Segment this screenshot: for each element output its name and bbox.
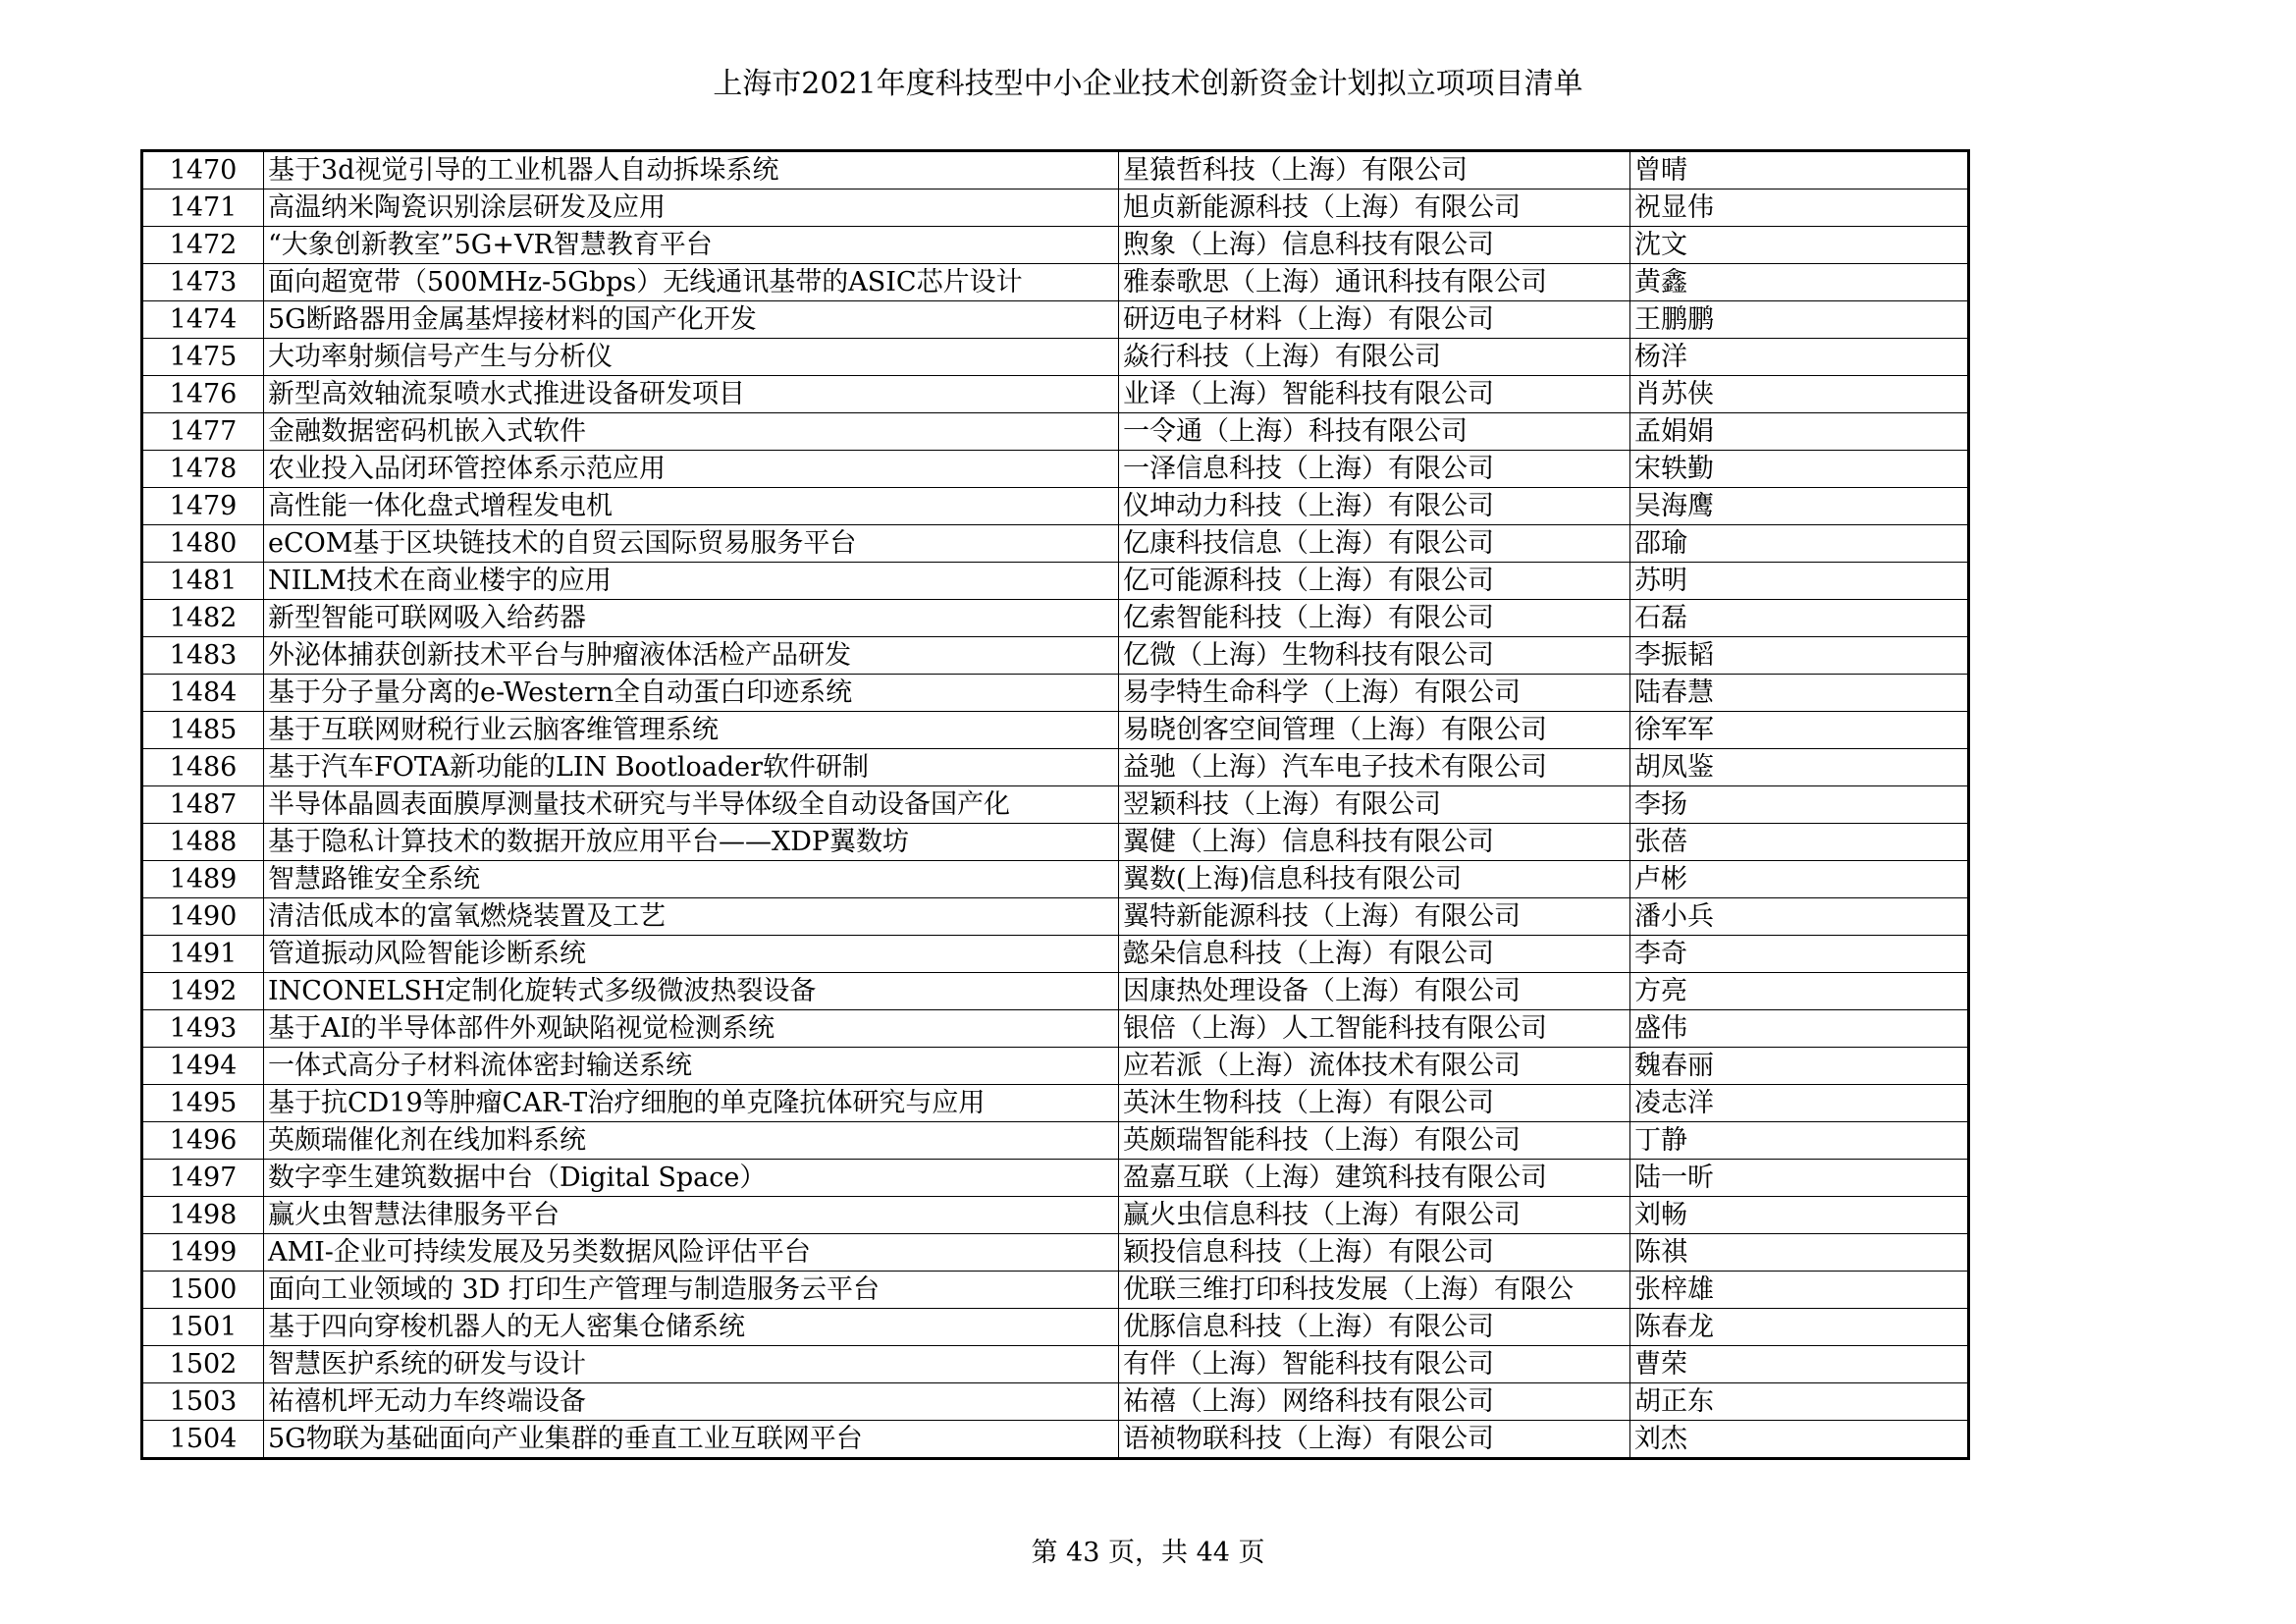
company-name-cell: 祐禧（上海）网络科技有限公司 [1119,1383,1630,1421]
contact-person-cell: 曹荣 [1630,1346,1969,1383]
table-row [142,600,1969,637]
table-row [142,189,1969,227]
table-row [142,749,1969,786]
contact-person-cell: 王鹏鹏 [1630,301,1969,339]
project-name-cell: 基于分子量分离的e-Western全自动蛋白印迹系统 [264,675,1119,712]
project-name-cell: 基于四向穿梭机器人的无人密集仓储系统 [264,1309,1119,1346]
project-name-cell: 基于3d视觉引导的工业机器人自动拆垛系统 [264,151,1119,189]
table-row [142,1085,1969,1122]
project-name-cell: 管道振动风险智能诊断系统 [264,936,1119,973]
contact-person-cell: 徐军军 [1630,712,1969,749]
row-number-cell: 1485 [142,712,264,749]
contact-person-cell: 方亮 [1630,973,1969,1010]
project-name-cell: 新型高效轴流泵喷水式推进设备研发项目 [264,376,1119,413]
contact-person-cell: 宋轶勤 [1630,451,1969,488]
table-row [142,936,1969,973]
table-row [142,563,1969,600]
company-name-cell: 懿朵信息科技（上海）有限公司 [1119,936,1630,973]
table-row [142,1383,1969,1421]
table-row [142,376,1969,413]
company-name-cell: 应若派（上海）流体技术有限公司 [1119,1048,1630,1085]
contact-person-cell: 张蓓 [1630,824,1969,861]
contact-person-cell: 刘杰 [1630,1421,1969,1459]
project-name-cell: 一体式高分子材料流体密封输送系统 [264,1048,1119,1085]
contact-person-cell: 丁静 [1630,1122,1969,1160]
row-number-cell: 1500 [142,1272,264,1309]
company-name-cell: 旭贞新能源科技（上海）有限公司 [1119,189,1630,227]
project-name-cell: 清洁低成本的富氧燃烧装置及工艺 [264,898,1119,936]
table-row [142,824,1969,861]
table-row [142,1234,1969,1272]
company-name-cell: 研迈电子材料（上海）有限公司 [1119,301,1630,339]
table-row [142,413,1969,451]
project-name-cell: NILM技术在商业楼宇的应用 [264,563,1119,600]
row-number-cell: 1477 [142,413,264,451]
contact-person-cell: 曾晴 [1630,151,1969,189]
contact-person-cell: 李扬 [1630,786,1969,824]
company-name-cell: 雅泰歌思（上海）通讯科技有限公司 [1119,264,1630,301]
company-name-cell: 星猿哲科技（上海）有限公司 [1119,151,1630,189]
row-number-cell: 1488 [142,824,264,861]
row-number-cell: 1492 [142,973,264,1010]
company-name-cell: 翼健（上海）信息科技有限公司 [1119,824,1630,861]
contact-person-cell: 卢彬 [1630,861,1969,898]
row-number-cell: 1480 [142,525,264,563]
contact-person-cell: 陆一昕 [1630,1160,1969,1197]
company-name-cell: 亿微（上海）生物科技有限公司 [1119,637,1630,675]
row-number-cell: 1471 [142,189,264,227]
contact-person-cell: 魏春丽 [1630,1048,1969,1085]
contact-person-cell: 石磊 [1630,600,1969,637]
table-row [142,301,1969,339]
row-number-cell: 1487 [142,786,264,824]
company-name-cell: 翼数(上海)信息科技有限公司 [1119,861,1630,898]
contact-person-cell: 潘小兵 [1630,898,1969,936]
row-number-cell: 1475 [142,339,264,376]
table-row [142,1272,1969,1309]
company-name-cell: 英颇瑞智能科技（上海）有限公司 [1119,1122,1630,1160]
table-row [142,675,1969,712]
project-name-cell: 农业投入品闭环管控体系示范应用 [264,451,1119,488]
project-name-cell: 高性能一体化盘式增程发电机 [264,488,1119,525]
contact-person-cell: 陆春慧 [1630,675,1969,712]
row-number-cell: 1499 [142,1234,264,1272]
company-name-cell: 有伴（上海）智能科技有限公司 [1119,1346,1630,1383]
company-name-cell: 亿康科技信息（上海）有限公司 [1119,525,1630,563]
row-number-cell: 1482 [142,600,264,637]
table-row [142,1010,1969,1048]
table-row [142,973,1969,1010]
company-name-cell: 一泽信息科技（上海）有限公司 [1119,451,1630,488]
contact-person-cell: 胡正东 [1630,1383,1969,1421]
company-name-cell: 盈嘉互联（上海）建筑科技有限公司 [1119,1160,1630,1197]
company-name-cell: 颖投信息科技（上海）有限公司 [1119,1234,1630,1272]
project-name-cell: 面向超宽带（500MHz-5Gbps）无线通讯基带的ASIC芯片设计 [264,264,1119,301]
company-name-cell: 一令通（上海）科技有限公司 [1119,413,1630,451]
table-row [142,339,1969,376]
row-number-cell: 1496 [142,1122,264,1160]
project-name-cell: 新型智能可联网吸入给药器 [264,600,1119,637]
table-row [142,637,1969,675]
project-name-cell: 智慧医护系统的研发与设计 [264,1346,1119,1383]
project-name-cell: 赢火虫智慧法律服务平台 [264,1197,1119,1234]
row-number-cell: 1493 [142,1010,264,1048]
row-number-cell: 1479 [142,488,264,525]
project-name-cell: 高温纳米陶瓷识别涂层研发及应用 [264,189,1119,227]
row-number-cell: 1484 [142,675,264,712]
project-name-cell: 基于互联网财税行业云脑客维管理系统 [264,712,1119,749]
row-number-cell: 1486 [142,749,264,786]
row-number-cell: 1501 [142,1309,264,1346]
contact-person-cell: 李奇 [1630,936,1969,973]
contact-person-cell: 李振韬 [1630,637,1969,675]
contact-person-cell: 杨洋 [1630,339,1969,376]
row-number-cell: 1490 [142,898,264,936]
table-row [142,898,1969,936]
table-row [142,861,1969,898]
company-name-cell: 赢火虫信息科技（上海）有限公司 [1119,1197,1630,1234]
table-body [142,151,1969,1459]
contact-person-cell: 盛伟 [1630,1010,1969,1048]
row-number-cell: 1478 [142,451,264,488]
project-name-cell: “大象创新教室”5G+VR智慧教育平台 [264,227,1119,264]
company-name-cell: 翌颖科技（上海）有限公司 [1119,786,1630,824]
contact-person-cell: 沈文 [1630,227,1969,264]
table-row [142,1346,1969,1383]
project-name-cell: 5G物联为基础面向产业集群的垂直工业互联网平台 [264,1421,1119,1459]
company-name-cell: 因康热处理设备（上海）有限公司 [1119,973,1630,1010]
table-row [142,488,1969,525]
company-name-cell: 益驰（上海）汽车电子技术有限公司 [1119,749,1630,786]
company-name-cell: 业译（上海）智能科技有限公司 [1119,376,1630,413]
row-number-cell: 1495 [142,1085,264,1122]
company-name-cell: 优豚信息科技（上海）有限公司 [1119,1309,1630,1346]
row-number-cell: 1474 [142,301,264,339]
project-name-cell: 基于隐私计算技术的数据开放应用平台——XDP翼数坊 [264,824,1119,861]
company-name-cell: 亿可能源科技（上海）有限公司 [1119,563,1630,600]
contact-person-cell: 凌志洋 [1630,1085,1969,1122]
project-name-cell: 面向工业领域的 3D 打印生产管理与制造服务云平台 [264,1272,1119,1309]
contact-person-cell: 张梓雄 [1630,1272,1969,1309]
company-name-cell: 焱行科技（上海）有限公司 [1119,339,1630,376]
row-number-cell: 1472 [142,227,264,264]
table-row [142,1048,1969,1085]
project-name-cell: INCONELSH定制化旋转式多级微波热裂设备 [264,973,1119,1010]
table-row [142,264,1969,301]
table-row [142,1421,1969,1459]
row-number-cell: 1473 [142,264,264,301]
project-name-cell: 基于汽车FOTA新功能的LIN Bootloader软件研制 [264,749,1119,786]
row-number-cell: 1470 [142,151,264,189]
project-name-cell: 外泌体捕获创新技术平台与肿瘤液体活检产品研发 [264,637,1119,675]
table-row [142,1160,1969,1197]
contact-person-cell: 刘畅 [1630,1197,1969,1234]
row-number-cell: 1498 [142,1197,264,1234]
project-name-cell: eCOM基于区块链技术的自贸云国际贸易服务平台 [264,525,1119,563]
project-name-cell: 数字孪生建筑数据中台（Digital Space） [264,1160,1119,1197]
project-name-cell: 智慧路锥安全系统 [264,861,1119,898]
row-number-cell: 1503 [142,1383,264,1421]
contact-person-cell: 胡凤鉴 [1630,749,1969,786]
table-row [142,227,1969,264]
project-name-cell: 祐禧机坪无动力车终端设备 [264,1383,1119,1421]
project-name-cell: 半导体晶圆表面膜厚测量技术研究与半导体级全自动设备国产化 [264,786,1119,824]
contact-person-cell: 邵瑜 [1630,525,1969,563]
company-name-cell: 优联三维打印科技发展（上海）有限公 [1119,1272,1630,1309]
project-name-cell: 基于AI的半导体部件外观缺陷视觉检测系统 [264,1010,1119,1048]
company-name-cell: 英沐生物科技（上海）有限公司 [1119,1085,1630,1122]
project-name-cell: 5G断路器用金属基焊接材料的国产化开发 [264,301,1119,339]
table-row [142,712,1969,749]
company-name-cell: 银倍（上海）人工智能科技有限公司 [1119,1010,1630,1048]
row-number-cell: 1497 [142,1160,264,1197]
company-name-cell: 仪坤动力科技（上海）有限公司 [1119,488,1630,525]
company-name-cell: 翼特新能源科技（上海）有限公司 [1119,898,1630,936]
page-footer: 第 43 页，共 44 页 [1031,1538,1265,1568]
row-number-cell: 1476 [142,376,264,413]
row-number-cell: 1483 [142,637,264,675]
table-row [142,786,1969,824]
company-name-cell: 语祯物联科技（上海）有限公司 [1119,1421,1630,1459]
row-number-cell: 1502 [142,1346,264,1383]
project-name-cell: 基于抗CD19等肿瘤CAR-T治疗细胞的单克隆抗体研究与应用 [264,1085,1119,1122]
table-row [142,525,1969,563]
contact-person-cell: 吴海鹰 [1630,488,1969,525]
table-row [142,1197,1969,1234]
row-number-cell: 1489 [142,861,264,898]
project-name-cell: AMI-企业可持续发展及另类数据风险评估平台 [264,1234,1119,1272]
contact-person-cell: 黄鑫 [1630,264,1969,301]
table-row [142,1122,1969,1160]
contact-person-cell: 苏明 [1630,563,1969,600]
project-name-cell: 英颇瑞催化剂在线加料系统 [264,1122,1119,1160]
contact-person-cell: 肖苏侠 [1630,376,1969,413]
project-name-cell: 大功率射频信号产生与分析仪 [264,339,1119,376]
company-name-cell: 亿索智能科技（上海）有限公司 [1119,600,1630,637]
table-row [142,451,1969,488]
company-name-cell: 易晓创客空间管理（上海）有限公司 [1119,712,1630,749]
company-name-cell: 煦象（上海）信息科技有限公司 [1119,227,1630,264]
contact-person-cell: 陈春龙 [1630,1309,1969,1346]
contact-person-cell: 孟娟娟 [1630,413,1969,451]
row-number-cell: 1494 [142,1048,264,1085]
contact-person-cell: 祝显伟 [1630,189,1969,227]
contact-person-cell: 陈祺 [1630,1234,1969,1272]
company-name-cell: 易孛特生命科学（上海）有限公司 [1119,675,1630,712]
page-title: 上海市2021年度科技型中小企业技术创新资金计划拟立项项目清单 [713,67,1583,101]
row-number-cell: 1481 [142,563,264,600]
project-name-cell: 金融数据密码机嵌入式软件 [264,413,1119,451]
table-row [142,1309,1969,1346]
table-row [142,151,1969,189]
project-table [140,149,1970,1460]
row-number-cell: 1491 [142,936,264,973]
row-number-cell: 1504 [142,1421,264,1459]
